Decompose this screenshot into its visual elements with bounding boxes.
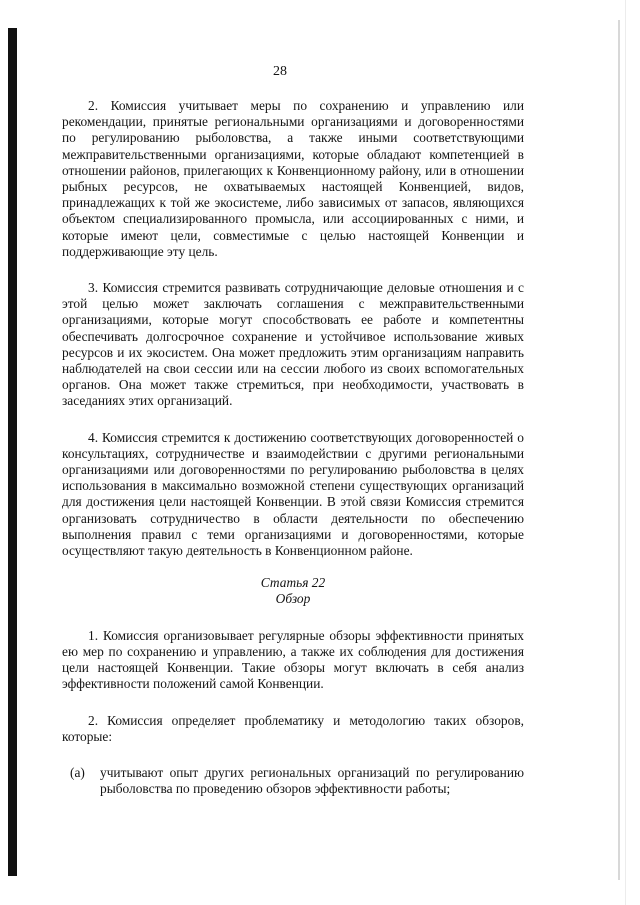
list-item-marker: (а) <box>70 764 85 780</box>
article-title: Обзор <box>275 591 311 607</box>
scan-right-edge-faint <box>625 0 626 905</box>
article-paragraph-2: 2. Комиссия определяет проблематику и методологию таких обзоров, которые: <box>62 712 524 744</box>
document-body <box>62 98 524 797</box>
paragraph-2: 2. Комиссия учитывает меры по сохранению и управлению или рекомендации, принятые региональными организациями и договоренностями по регулированию рыболовства, а также иными соответствующими межправительственными организациями, которые обладают компетенцией в отношении районов, прилегающих к Конвенционному району, или в отношении рыбных ресурсов, не охватываемых настоящей Конвенцией, видов, принадлежащих к той же экосистеме, либо зависимых от запасов, являющихся объектом специализированного промысла, или ассоциированных с ними, и которые имеют цели, совместимые с целью настоящей Конвенции и поддерживающие эту цель. <box>62 98 524 259</box>
article-paragraph-1: 1. Комиссия организовывает регулярные обзоры эффективности принятых ею мер по сохранению и управлению, а также их соблюдения для достижения цели настоящей Конвенции. Такие обзоры могут включать в себя анализ эффективности положений самой Конвенции. <box>62 627 524 692</box>
scan-left-border <box>8 28 17 876</box>
article-heading <box>62 575 524 607</box>
article-number: Статья 22 <box>260 575 326 591</box>
page-number: 28 <box>273 64 287 79</box>
list-item-a <box>62 765 524 797</box>
list-item-text: учитывают опыт других региональных организаций по регулированию рыболовства по проведению обзоров эффективности работы; <box>100 764 524 797</box>
paragraph-4: 4. Комиссия стремится к достижению соответствующих договоренностей о консультациях, сотрудничестве и взаимодействии с другими региональными организациями или договоренностями по регулированию рыболовства в целях использования в максимально возможной степени существующих организаций для достижения цели настоящей Конвенции. В этой связи Комиссия стремится организовать сотрудничество в области деятельности по обеспечению выполнения правил с теми организациями и договоренностями, которые осуществляют такую деятельность в Конвенционном районе. <box>62 429 524 559</box>
paragraph-3: 3. Комиссия стремится развивать сотрудничающие деловые отношения и с этой целью может заключать соглашения с межправительственными организациями, которые могут способствовать ее работе и компетентны обеспечивать долгосрочное сохранение и устойчивое использование живых ресурсов и их экосистем. Она может предложить этим организациям направить наблюдателей на свои сессии или на сессии любого из своих вспомогательных органов. Она может также стремиться, при необходимости, участвовать в заседаниях этих организаций. <box>62 280 524 409</box>
scan-right-edge <box>618 20 620 880</box>
